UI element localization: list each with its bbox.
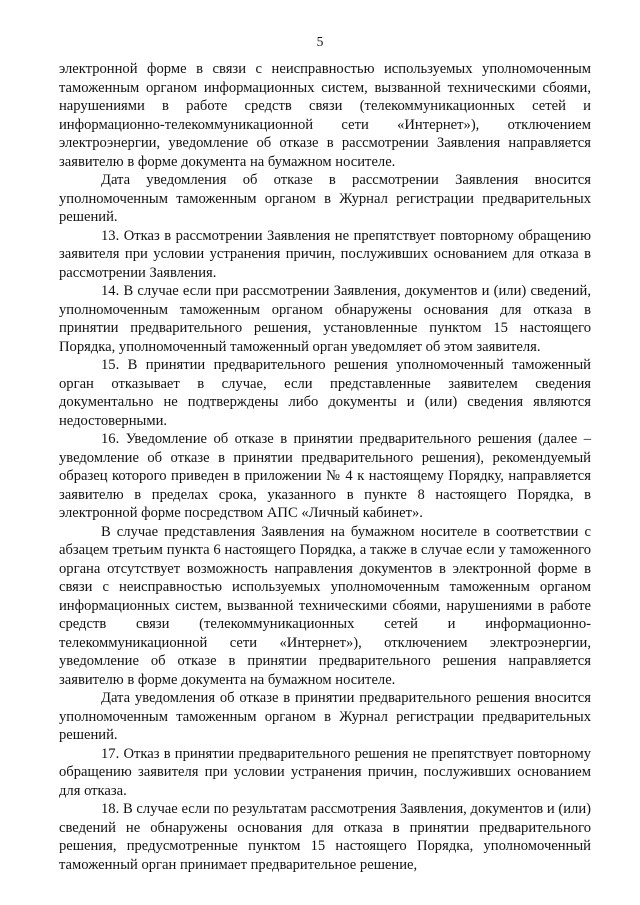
- paragraph-continuation: электронной форме в связи с неисправностью используемых уполномоченным таможенным органом информационных систем, вызванной техническими сбоями, нарушениями в работе средств связи (телекоммуникационных сетей и информационно-телекоммуникационной сети «Интернет»), отключением электроэнергии, уведомление об отказе в рассмотрении Заявления направляется заявителю в форме документа на бумажном носителе.: [59, 61, 591, 170]
- paragraph-decision-refusal-date: Дата уведомления об отказе в принятии предварительного решения вносится уполномоченным таможенным органом в Журнал регистрации предварительных решений.: [59, 690, 591, 743]
- paragraph-paper-submission: В случае представления Заявления на бумажном носителе в соответствии с абзацем третьим пункта 6 настоящего Порядка, а также в случае если у таможенного органа отсутствует возможность направления документов в электронной форме в связи с неисправностью используемых уполномоченным таможенным органом информационных систем, вызванной техническими сбоями, нарушениями в работе средств связи (телекоммуникационных сетей и информационно-телекоммуникационной сети «Интернет»), отключением электроэнергии, уведомление об отказе в принятии предварительного решения направляется заявителю в форме документа на бумажном носителе.: [59, 523, 591, 688]
- page-number: 5: [316, 34, 324, 49]
- document-body: [59, 60, 591, 874]
- paragraph-17: 17. Отказ в принятии предварительного решения не препятствует повторному обращению заявителя при условии устранения причин, послуживших основанием для отказа.: [59, 745, 591, 799]
- paragraph-18: 18. В случае если по результатам рассмотрения Заявления, документов и (или) сведений не обнаружены основания для отказа в принятии предварительного решения, предусмотренные пунктом 15 настоящего Порядка, уполномоченный таможенный орган принимает предварительное решение,: [59, 801, 591, 873]
- paragraph-refusal-date: Дата уведомления об отказе в рассмотрении Заявления вносится уполномоченным таможенным органом в Журнал регистрации предварительных решений.: [59, 172, 591, 225]
- paragraph-15: 15. В принятии предварительного решения уполномоченный таможенный орган отказывает в случае, если представленные заявителем сведения документально не подтверждены либо документы и (или) сведения являются недостоверными.: [59, 357, 591, 429]
- paragraph-14: 14. В случае если при рассмотрении Заявления, документов и (или) сведений, уполномоченным таможенным органом обнаружены основания для отказа в принятии предварительного решения, установленные пунктом 15 настоящего Порядка, уполномоченный таможенный орган уведомляет об этом заявителя.: [59, 283, 591, 355]
- paragraph-13: 13. Отказ в рассмотрении Заявления не препятствует повторному обращению заявителя при условии устранения причин, послуживших основанием для отказа в рассмотрении Заявления.: [59, 227, 591, 281]
- paragraph-16: 16. Уведомление об отказе в принятии предварительного решения (далее – уведомление об отказе в принятии предварительного решения), рекомендуемый образец которого приведен в приложении № 4 к настоящему Порядку, направляется заявителю в пределах срока, указанного в пункте 8 настоящего Порядка, в электронной форме посредством АПС «Личный кабинет».: [59, 431, 591, 521]
